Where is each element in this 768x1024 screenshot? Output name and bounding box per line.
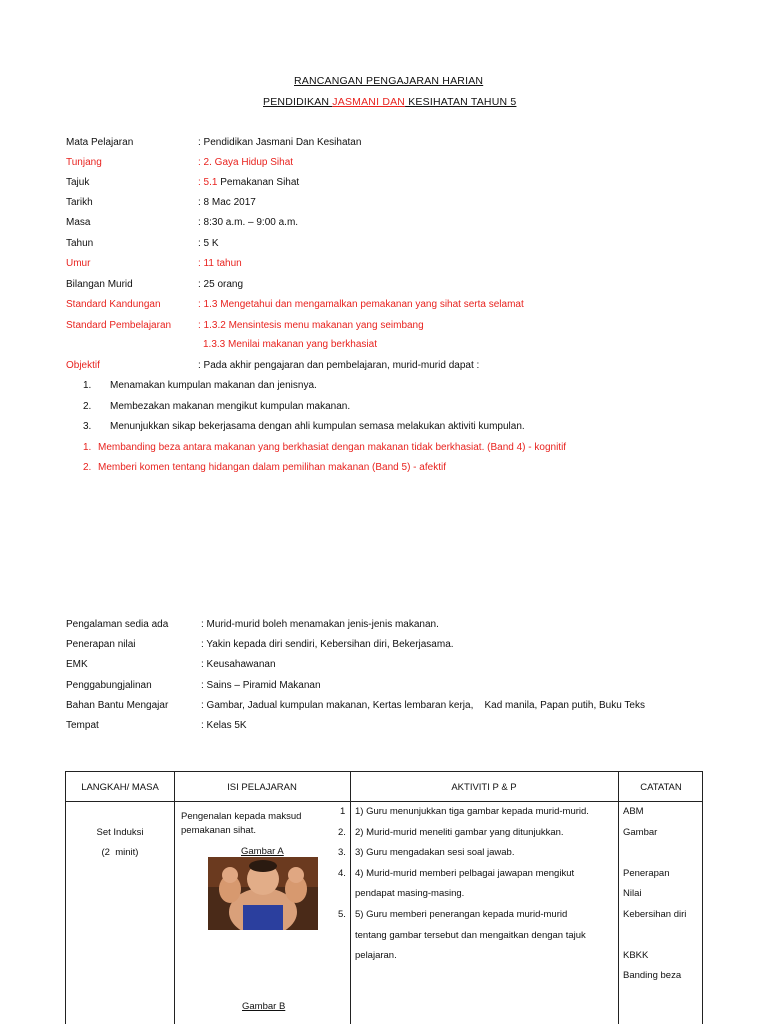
objective-number: 3. [83,421,92,432]
objective-text: Menunjukkan sikap bekerjasama dengan ahli kumpulan semasa melakukan aktiviti kumpulan. [110,421,525,432]
value-standard-pembelajaran: : 1.3.2 Mensintesis menu makanan yang seimbang [198,320,424,331]
label-bilangan-murid: Bilangan Murid [66,279,133,290]
label-bahan-bantu: Bahan Bantu Mengajar [66,700,169,711]
value-tempat: : Kelas 5K [201,720,247,731]
content-line-2: pemakanan sihat. [181,825,256,836]
label-masa: Masa [66,217,91,228]
note-kbkk: KBKK [623,950,649,961]
label-penerapan-nilai: Penerapan nilai [66,639,136,650]
label-tajuk: Tajuk [66,177,90,188]
objective-number: 2. [83,401,92,412]
header-langkah-masa: LANGKAH/ MASA [81,782,159,793]
document-subtitle [263,96,516,108]
value-penerapan-nilai: : Yakin kepada diri sendiri, Kebersihan diri, Bekerjasama. [201,639,454,650]
objective-text: Membezakan makanan mengikut kumpulan makanan. [110,401,351,412]
value-bilangan-murid: : 25 orang [198,279,244,290]
activity-text: 3) Guru mengadakan sesi soal jawab. [355,847,515,858]
note-penerapan: Penerapan [623,868,670,879]
value-penggabungjalinan: : Sains – Piramid Makanan [201,680,321,691]
activity-text: 5) Guru memberi penerangan kepada murid-murid [355,909,568,920]
column-divider [174,772,175,1024]
note-banding-beza: Banding beza [623,970,682,981]
activity-number: 4. [338,868,346,879]
activity-text: 4) Murid-murid memberi pelbagai jawapan mengikut [355,868,575,879]
header-isi-pelajaran: ISI PELAJARAN [227,782,297,793]
objective-band-number: 1. [83,442,92,453]
value-tahun: : 5 K [198,238,219,249]
activity-text: 2) Murid-murid meneliti gambar yang ditunjukkan. [355,827,564,838]
value-tajuk-text: Pemakanan Sihat [217,177,300,188]
label-tarikh: Tarikh [66,197,93,208]
label-standard-kandungan: Standard Kandungan [66,299,161,310]
label-tunjang: Tunjang [66,157,102,168]
lesson-table [65,771,703,1024]
label-standard-pembelajaran: Standard Pembelajaran [66,320,172,331]
activity-number: 1 [340,806,346,817]
objective-text: Menamakan kumpulan makanan dan jenisnya. [110,380,317,391]
header-aktiviti: AKTIVITI P & P [451,782,517,793]
note-abm: ABM [623,806,644,817]
label-tempat: Tempat [66,720,99,731]
activity-number: 3. [338,847,346,858]
value-tajuk-number: : 5.1 [198,177,218,188]
activity-number: 5. [338,909,346,920]
value-tunjang: : 2. Gaya Hidup Sihat [198,157,294,168]
table-header-divider [66,801,702,802]
note-nilai: Nilai [623,888,642,899]
label-emk: EMK [66,659,88,670]
objective-band-text: Membanding beza antara makanan yang berkhasiat dengan makanan tidak berkhasiat. (Band 4) - kognitif [98,442,567,453]
value-emk: : Keusahawanan [201,659,276,670]
value-umur: : 11 tahun [198,258,242,269]
label-objektif: Objektif [66,360,100,371]
value-bahan-bantu: : Gambar, Jadual kumpulan makanan, Kertas lembaran kerja, Kad manila, Papan putih, Buku Teks [201,700,645,711]
objective-band-text: Memberi komen tentang hidangan dalam pemilihan makanan (Band 5) - afektif [98,462,446,473]
value-objektif: : Pada akhir pengajaran dan pembelajaran, murid-murid dapat : [198,360,480,371]
child-photo-svg [208,857,318,930]
subtitle-part-3: KESIHATAN TAHUN 5 [405,96,517,108]
activity-text: tentang gambar tersebut dan mengaitkan dengan tajuk [355,930,586,941]
value-pengalaman: : Murid-murid boleh menamakan jenis-jenis makanan. [201,619,439,630]
step-name: Set Induksi [96,827,144,838]
subtitle-part-1: PENDIDIKAN [263,96,333,108]
value-standard-kandungan: : 1.3 Mengetahui dan mengamalkan pemakanan yang sihat serta selamat [198,299,524,310]
value-tarikh: : 8 Mac 2017 [198,197,256,208]
image-b-caption: Gambar B [242,1001,286,1012]
column-divider [350,772,351,1024]
activity-text: pendapat masing-masing. [355,888,465,899]
activity-number: 2. [338,827,346,838]
objective-number: 1. [83,380,92,391]
value-tajuk [198,177,299,188]
activity-text: 1) Guru menunjukkan tiga gambar kepada murid-murid. [355,806,589,817]
child-photo [208,857,318,930]
content-line-1: Pengenalan kepada maksud [181,811,302,822]
objective-band-number: 2. [83,462,92,473]
note-kebersihan: Kebersihan diri [623,909,687,920]
note-gambar: Gambar [623,827,658,838]
step-time: (2 minit) [101,847,139,858]
value-standard-pembelajaran-2: 1.3.3 Menilai makanan yang berkhasiat [203,339,377,350]
activity-text: pelajaran. [355,950,397,961]
label-pengalaman: Pengalaman sedia ada [66,619,169,630]
column-divider [618,772,619,1024]
header-catatan: CATATAN [640,782,682,793]
image-a-caption: Gambar A [241,846,284,857]
label-umur: Umur [66,258,91,269]
document-title: RANCANGAN PENGAJARAN HARIAN [294,75,484,87]
label-tahun: Tahun [66,238,94,249]
subtitle-part-2: JASMANI DAN [332,96,406,108]
value-mata-pelajaran: : Pendidikan Jasmani Dan Kesihatan [198,137,362,148]
label-mata-pelajaran: Mata Pelajaran [66,137,134,148]
value-masa: : 8:30 a.m. – 9:00 a.m. [198,217,299,228]
label-penggabungjalinan: Penggabungjalinan [66,680,152,691]
